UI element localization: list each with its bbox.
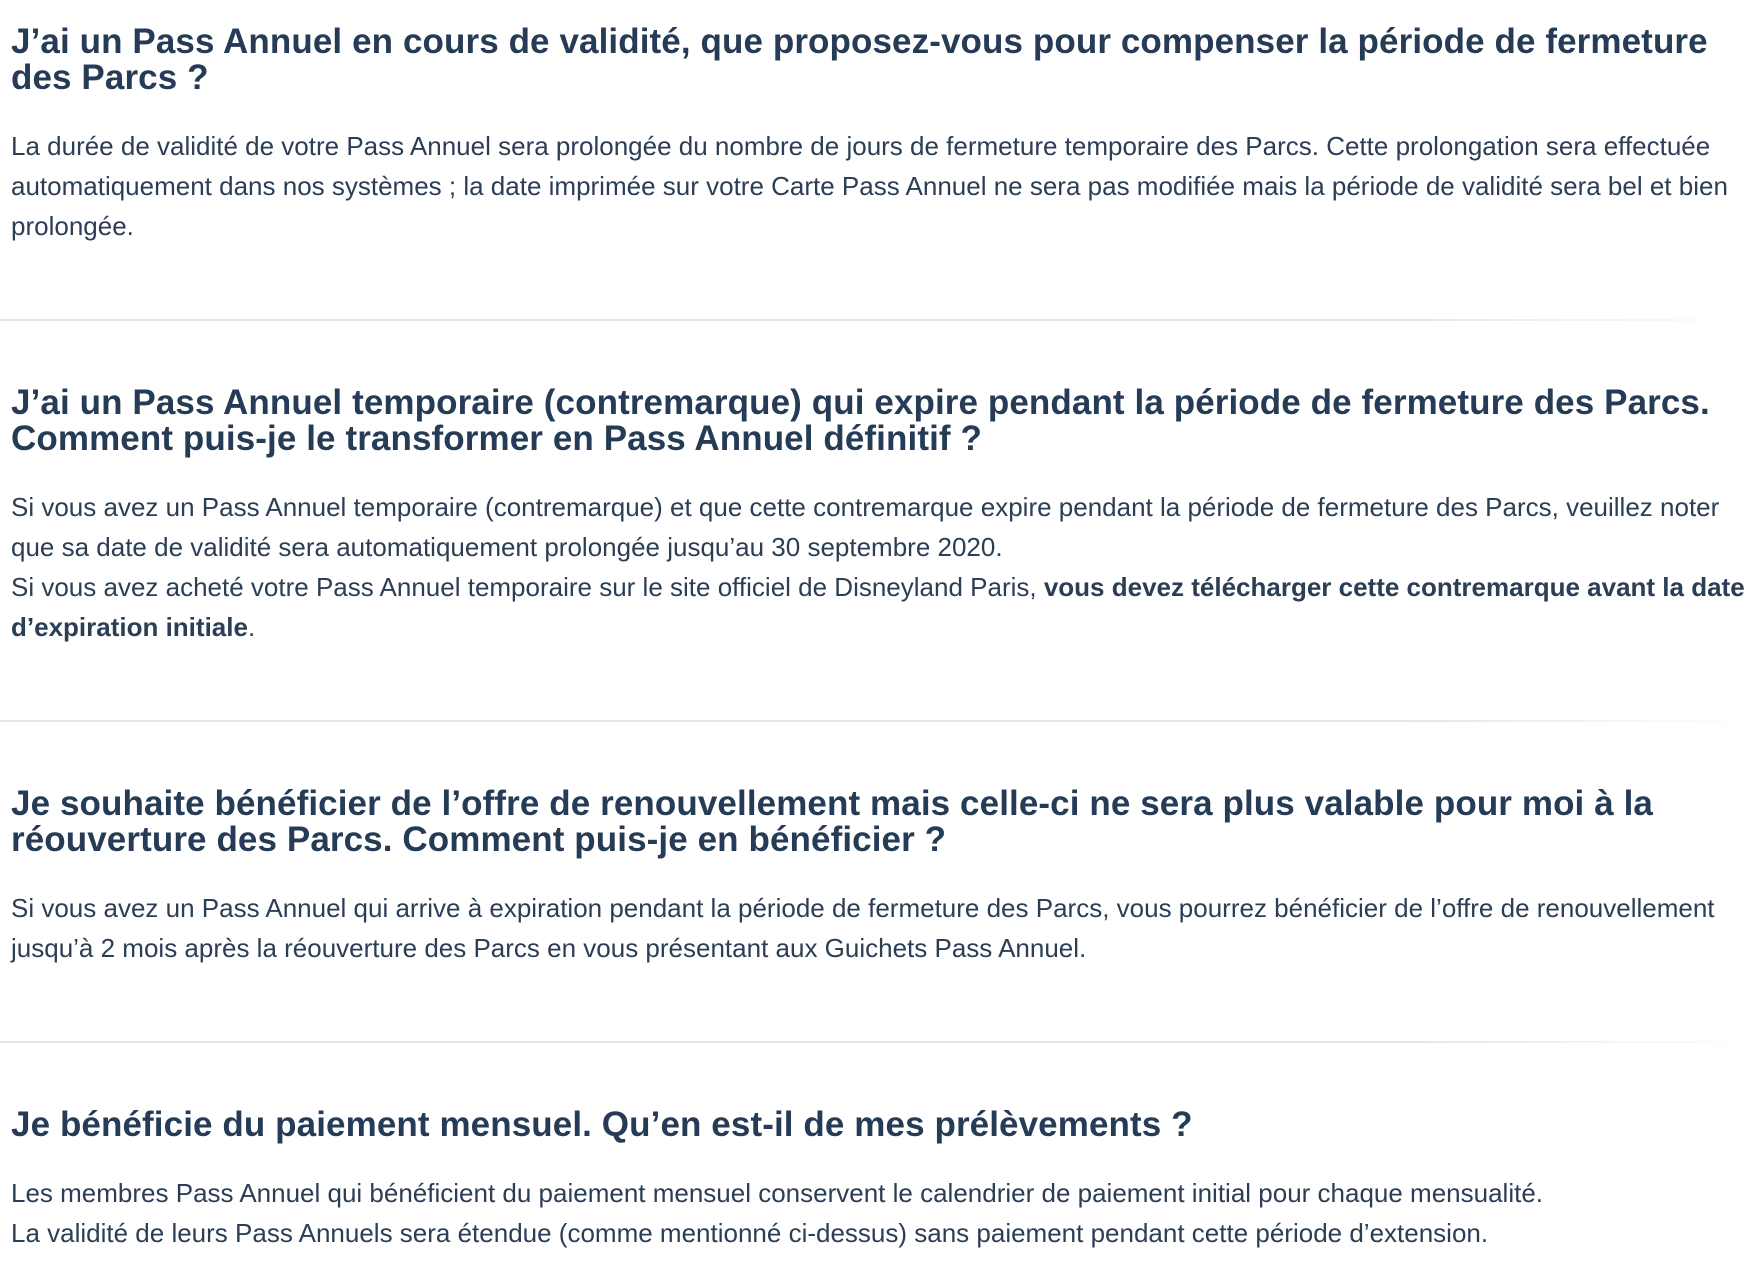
faq-answer xyxy=(11,487,1751,647)
divider xyxy=(0,1041,1757,1043)
faq-item xyxy=(11,385,1757,647)
faq-question: Je bénéficie du paiement mensuel. Qu’en est-il de mes prélèvements ? xyxy=(11,1105,1193,1144)
faq-answer xyxy=(11,1173,1751,1253)
divider xyxy=(0,319,1757,321)
faq-answer-text: Si vous avez acheté votre Pass Annuel temporaire sur le site officiel de Disneyland Paris, xyxy=(11,572,1044,602)
faq-item xyxy=(11,1107,1757,1253)
faq-answer-text: La validité de leurs Pass Annuels sera étendue (comme mentionné ci-dessus) sans paiement pendant cette période d’extension. xyxy=(11,1218,1489,1248)
faq-answer-text: Les membres Pass Annuel qui bénéficient du paiement mensuel conservent le calendrier de paiement initial pour chaque mensualité. xyxy=(11,1178,1544,1208)
faq-answer xyxy=(11,888,1751,968)
faq-answer-text: Si vous avez un Pass Annuel temporaire (contremarque) et que cette contremarque expire pendant la période de fermeture des Parcs, veuillez noter que sa date de validité sera automatiquement prolongée jusqu’au 30 septembre 2020. xyxy=(11,492,1720,562)
divider xyxy=(0,720,1757,722)
faq-item xyxy=(11,24,1757,246)
faq-question: J’ai un Pass Annuel temporaire (contremarque) qui expire pendant la période de fermeture des Parcs. Comment puis-je le transformer en Pass Annuel définitif ? xyxy=(11,383,1710,458)
faq-answer-text: La durée de validité de votre Pass Annuel sera prolongée du nombre de jours de fermeture temporaire des Parcs. Cette prolongation sera effectuée automatiquement dans nos systèmes ; la date imprimée sur votre Carte Pass Annuel ne sera pas modifiée mais la période de validité sera bel et bien prolongée. xyxy=(11,131,1728,241)
faq-answer-text: . xyxy=(247,612,256,642)
faq-question: J’ai un Pass Annuel en cours de validité, que proposez-vous pour compenser la période de fermeture des Parcs ? xyxy=(11,22,1708,97)
faq-item xyxy=(11,786,1757,968)
faq-answer-emphasis: vous devez télécharger cette contremarque avant la date d’expiration initiale xyxy=(11,572,1745,642)
faq-answer xyxy=(11,126,1751,246)
faq-question: Je souhaite bénéficier de l’offre de renouvellement mais celle-ci ne sera plus valable pour moi à la réouverture des Parcs. Comment puis-je en bénéficier ? xyxy=(11,784,1653,859)
faq-answer-text: Si vous avez un Pass Annuel qui arrive à expiration pendant la période de fermeture des Parcs, vous pourrez bénéficier de l’offre de renouvellement jusqu’à 2 mois après la réouverture des Parcs en vous présentant aux Guichets Pass Annuel. xyxy=(11,893,1715,963)
